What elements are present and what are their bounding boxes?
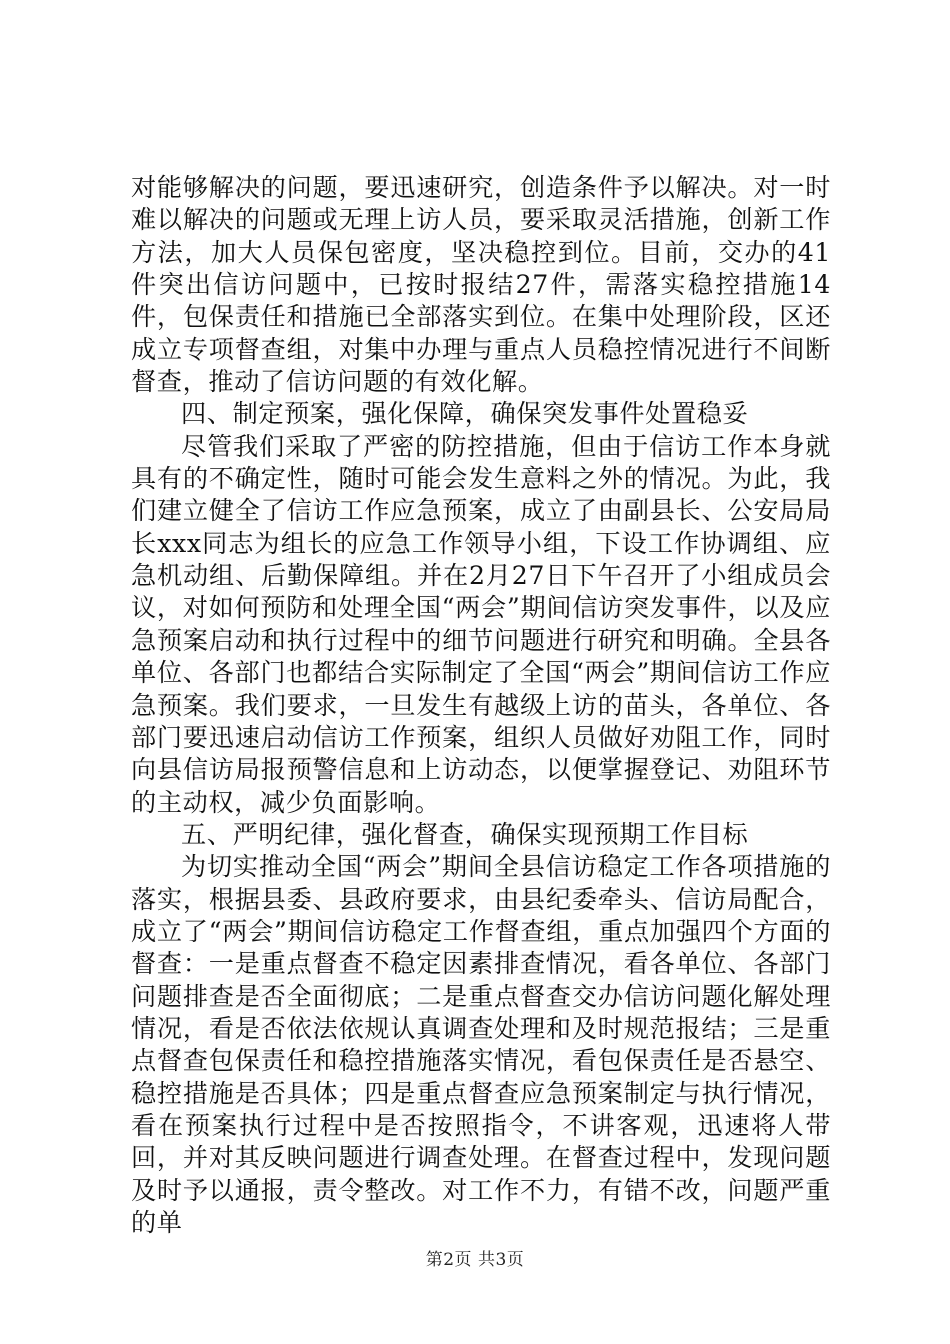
page-number-footer: 第2页 共3页 bbox=[425, 1250, 525, 1270]
paragraph-emergency-plan: 尽管我们采取了严密的防控措施，但由于信访工作本身就具有的不确定性，随时可能会发生意料之外的情况。为此，我们建立健全了信访工作应急预案，成立了由副县长、公安局局长xxx同志为组长的应急工作领导小组，下设工作协调组、应急机动组、后勤保障组。并在2月27日下午召开了小组成员会议，对如何预防和处理全国“两会”期间信访突发事件，以及应急预案启动和执行过程中的细节问题进行研究和明确。全县各单位、各部门也都结合实际制定了全国“两会”期间信访工作应急预案。我们要求，一旦发生有越级上访的苗头，各单位、各部门要迅速启动信访工作预案，组织人员做好劝阻工作，同时向县信访局报预警信息和上访动态，以便掌握登记、劝阻环节的主动权，减少负面影响。 bbox=[131, 431, 831, 817]
section-heading-four: 四、制定预案，强化保障，确保突发事件处置稳妥 bbox=[181, 399, 749, 429]
paragraph-continuation: 对能够解决的问题，要迅速研究，创造条件予以解决。对一时难以解决的问题或无理上访人员，要采取灵活措施，创新工作方法，加大人员保包密度，坚决稳控到位。目前，交办的41件突出信访问题中，已按时报结27件，需落实稳控措施14件，包保责任和措施已全部落实到位。在集中处理阶段，区还成立专项督查组，对集中办理与重点人员稳控情况进行不间断督查，推动了信访问题的有效化解。 bbox=[131, 173, 831, 397]
document-body bbox=[131, 172, 831, 1239]
paragraph-supervision: 为切实推动全国“两会”期间全县信访稳定工作各项措施的落实，根据县委、县政府要求，由县纪委牵头、信访局配合，成立了“两会”期间信访稳定工作督查组，重点加强四个方面的督查：一是重点督查不稳定因素排查情况，看各单位、各部门问题排查是否全面彻底；二是重点督查交办信访问题化解处理情况，看是否依法依规认真调查处理和及时规范报结；三是重点督查包保责任和稳控措施落实情况，看包保责任是否悬空、稳控措施是否具体；四是重点督查应急预案制定与执行情况，看在预案执行过程中是否按照指令，不讲客观，迅速将人带回，并对其反映问题进行调查处理。在督查过程中，发现问题及时予以通报，责令整改。对工作不力，有错不改，问题严重的单 bbox=[131, 852, 831, 1237]
section-heading-five: 五、严明纪律，强化督查，确保实现预期工作目标 bbox=[181, 819, 749, 849]
